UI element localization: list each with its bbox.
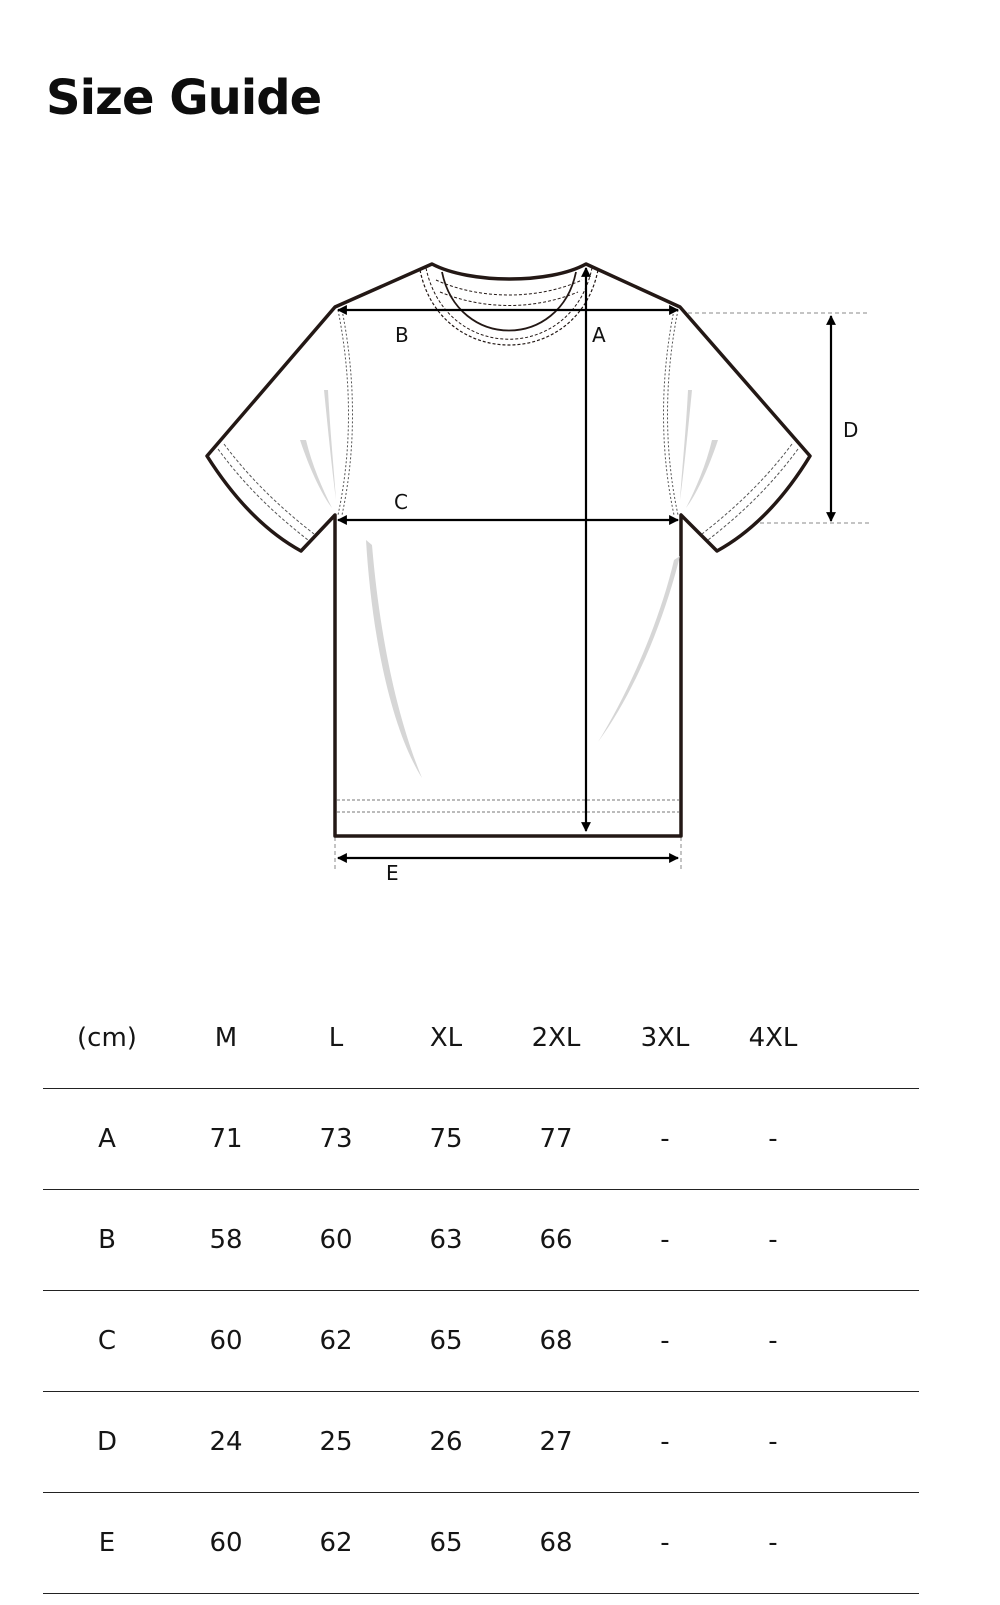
table-cell: 60 [171,1493,281,1594]
table-cell: - [611,1493,719,1594]
size-header: M [214,1023,238,1053]
table-cell: - [611,1190,719,1291]
table-cell: 58 [171,1190,281,1291]
row-label: D [43,1392,171,1493]
table-cell: 25 [281,1392,391,1493]
table-cell: 73 [281,1089,391,1190]
table-cell: 71 [171,1089,281,1190]
size-header: XL [429,1023,463,1053]
size-table [43,988,919,1594]
table-cell: 66 [501,1190,611,1291]
table-row [43,1089,919,1190]
table-cell: - [719,1493,827,1594]
size-header: L [328,1023,344,1053]
size-header: 4XL [748,1023,798,1053]
table-cell: 65 [391,1493,501,1594]
table-cell: 24 [171,1392,281,1493]
size-header: 2XL [531,1023,581,1053]
label-e: E [386,861,399,885]
table-cell: - [719,1291,827,1392]
row-label: C [43,1291,171,1392]
label-d: D [843,418,859,442]
table-cell: 68 [501,1493,611,1594]
table-cell: 27 [501,1392,611,1493]
row-label: B [43,1190,171,1291]
row-label: A [43,1089,171,1190]
table-cell: - [611,1089,719,1190]
row-label: E [43,1493,171,1594]
table-cell: 65 [391,1291,501,1392]
label-c: C [394,490,408,514]
table-cell: 62 [281,1493,391,1594]
table-cell: - [611,1291,719,1392]
table-cell: 68 [501,1291,611,1392]
table-cell: 60 [281,1190,391,1291]
table-cell: 77 [501,1089,611,1190]
label-b: B [395,323,409,347]
table-row [43,1493,919,1594]
table-cell: 26 [391,1392,501,1493]
page-title: Size Guide [46,70,322,126]
size-header: 3XL [640,1023,690,1053]
table-cell: - [611,1392,719,1493]
table-cell: - [719,1089,827,1190]
table-row [43,1190,919,1291]
table-cell: 60 [171,1291,281,1392]
label-a: A [592,323,606,347]
unit-header: (cm) [77,1023,137,1053]
table-header-row [43,988,919,1089]
table-cell: 75 [391,1089,501,1190]
table-cell: 63 [391,1190,501,1291]
table-cell: - [719,1392,827,1493]
table-row [43,1291,919,1392]
table-row [43,1392,919,1493]
table-cell: - [719,1190,827,1291]
table-cell: 62 [281,1291,391,1392]
tshirt-outline [207,264,810,836]
